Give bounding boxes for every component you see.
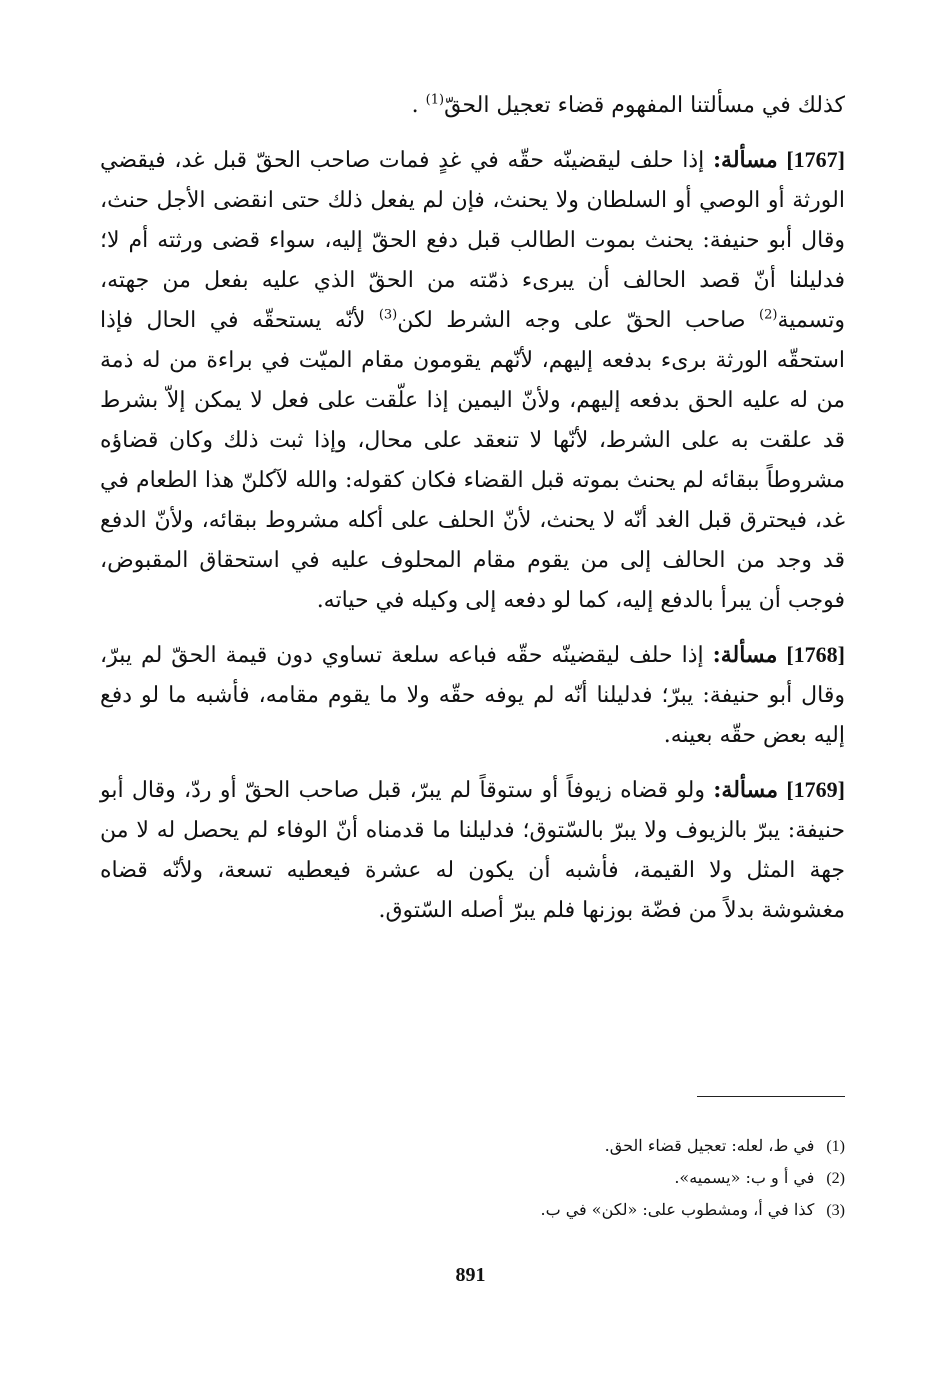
footnote-divider (697, 1096, 845, 1097)
footnote-item (100, 1194, 845, 1226)
footnote-text: في ط، لعله: تعجيل قضاء الحق. (604, 1136, 815, 1155)
issue-1768 (100, 635, 845, 756)
footnote-ref-2[interactable]: (2) (759, 307, 778, 323)
issue-number: [1767] (786, 147, 845, 172)
footnote-number: (3) (826, 1202, 845, 1219)
intro-end: . (411, 93, 419, 118)
footnote-number: (1) (826, 1138, 845, 1155)
issue-number: [1769] (786, 777, 845, 802)
footnote-item (100, 1130, 845, 1162)
footnote-item (100, 1162, 845, 1194)
intro-paragraph (100, 86, 845, 126)
issue-1767 (100, 140, 845, 621)
issue-label: مسألة: (713, 777, 779, 803)
footnote-text: في أ و ب: «يسميه». (674, 1168, 815, 1187)
issue-number: [1768] (786, 642, 845, 667)
footnote-ref-3[interactable]: (3) (378, 307, 398, 323)
footnotes (100, 1130, 845, 1226)
issue-text-part-2: صاحب الحقّ على وجه الشرط لكن (397, 308, 760, 333)
issue-label: مسألة: (712, 147, 778, 173)
issue-text: إذا حلف ليقضينّه حقّه فباعه سلعة تساوي دون قيمة الحقّ لم يبرّ، وقال أبو حنيفة: يبرّ؛ فدليلنا أنّه لم يوفه حقّه ولا ما يقوم مقامه، فأشبه ما لو دفع إليه بعض حقّه بعينه. (100, 643, 845, 748)
footnote-ref-1[interactable]: (1) (425, 92, 445, 108)
page-number: 891 (455, 1264, 486, 1286)
issue-1769 (100, 770, 845, 931)
issue-text-part-3: لأنّه يستحقّه في الحال فإذا استحقّه الورثة برىء بدفعه إليهم، لأنّهم يقومون مقام الميّت في براءة من له ذمة من له عليه الحق بدفعه إليهم، ولأنّ اليمين إذا علّقت على فعل لا يمكن إلاّ بشرط قد علقت به على الشرط، لأنّها لا تنعقد على محال، وإذا ثبت ذلك وكان قضاؤه مشروطاً ببقائه لم يحنث بموته قبل القضاء فكان كقوله: والله لآكلنّ هذا الطعام في غد، فيحترق قبل الغد أنّه لا يحنث، لأنّ الحلف على أكله مشروط ببقائه، ولأنّ الدفع قد وجد من الحالف إلى من يقوم مقام المحلوف عليه في استحقاق المقبوض، فوجب أن يبرأ بالدفع إليه، كما لو دفعه إلى وكيله في حياته. (100, 308, 845, 613)
issue-text: ولو قضاه زيوفاً أو ستوقاً لم يبرّ، قبل صاحب الحقّ أو ردّ، وقال أبو حنيفة: يبرّ بالزيوف ولا يبرّ بالسّتوق؛ فدليلنا ما قدمناه أنّ الوفاء لم يحصل له لا من جهة المثل ولا القيمة، فأشبه أن يكون له عشرة فيعطيه تسعة، ولأنّه قضاه مغشوشة بدلاً من فضّة بوزنها فلم يبرّ أصله السّتوق. (100, 778, 845, 923)
footnote-text: كذا في أ، ومشطوب على: «لكن» في ب. (540, 1200, 815, 1219)
footnote-number: (2) (826, 1170, 845, 1187)
intro-text: كذلك في مسألتنا المفهوم قضاء تعجيل الحقّ (444, 93, 845, 118)
page-body (100, 86, 845, 931)
issue-label: مسألة: (712, 642, 778, 668)
issue-text-part-1: إذا حلف ليقضينّه حقّه في غدٍ فمات صاحب الحقّ قبل غد، فيقضي الورثة أو الوصي أو السلطان ولا يحنث، فإن لم يفعل ذلك حتى انقضى الأجل حنث، وقال أبو حنيفة: يحنث بموت الطالب قبل دفع الحقّ إليه، سواء قضى ورثته أم لا؛ فدليلنا أنّ قصد الحالف أن يبرىء ذمّته من الحقّ الذي عليه بفعل من جهته، وتسمية (100, 148, 845, 333)
